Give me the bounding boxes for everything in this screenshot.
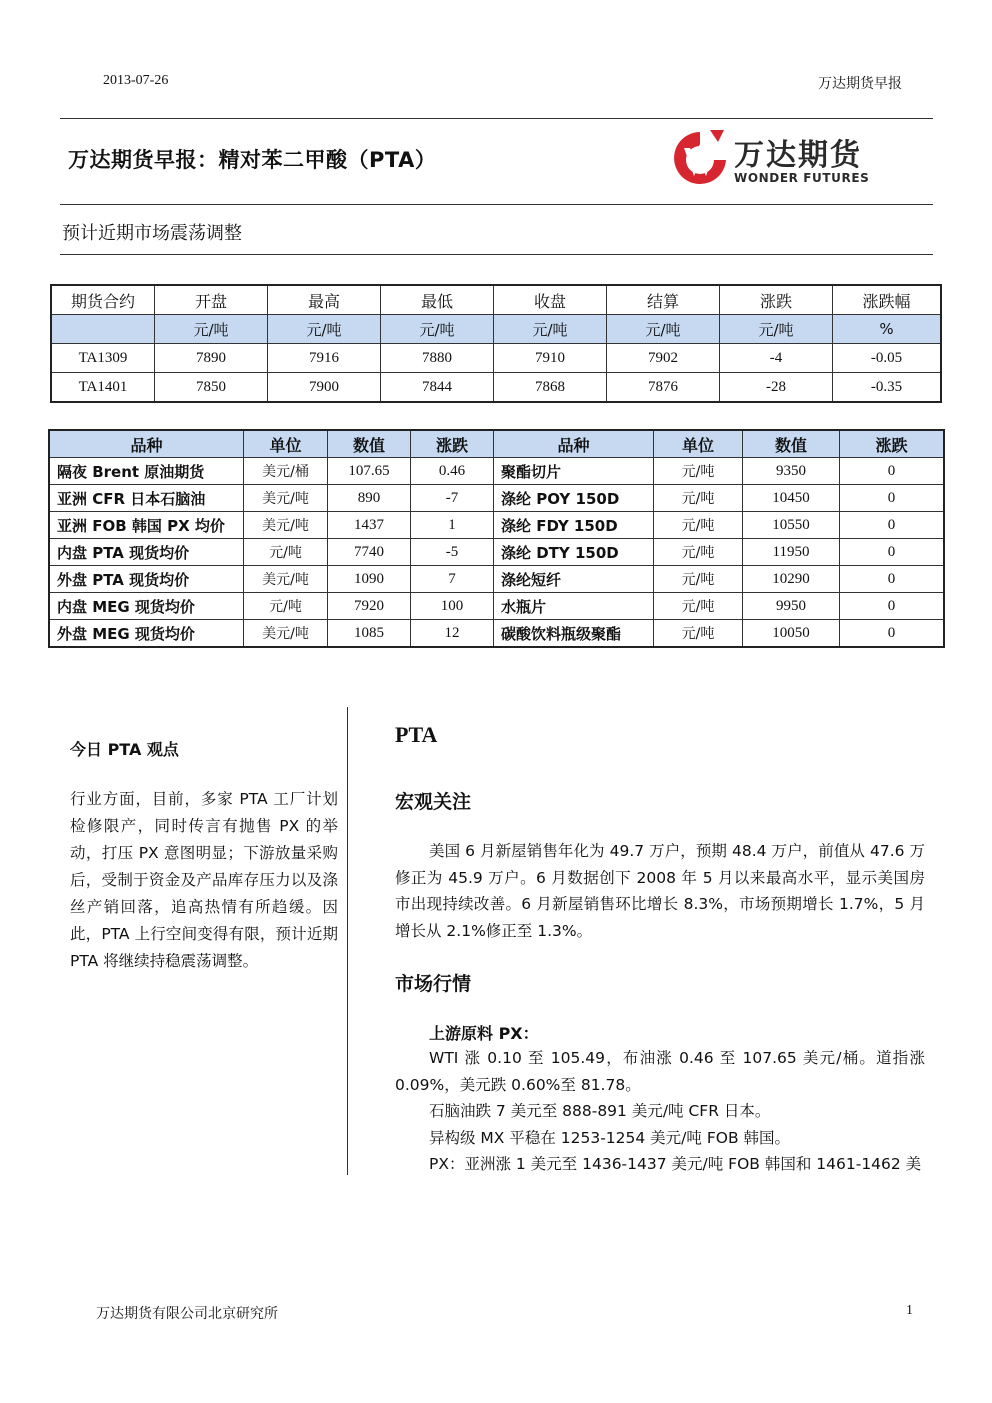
product-name-cell: 水瓶片 xyxy=(494,593,654,620)
unit-cell: 元/吨 xyxy=(654,566,743,593)
value-cell: 1090 xyxy=(328,566,411,593)
product-name-cell: 涤纶 POY 150D xyxy=(494,485,654,512)
header-cell: 收盘 xyxy=(494,285,607,315)
value-cell: 7910 xyxy=(494,344,607,373)
unit-cell: 元/吨 xyxy=(720,315,833,344)
unit-cell: 元/吨 xyxy=(654,620,743,648)
value-cell: 7850 xyxy=(155,373,268,403)
value-cell: 7902 xyxy=(607,344,720,373)
value-cell: 7876 xyxy=(607,373,720,403)
table-row xyxy=(49,485,944,512)
table-header-row xyxy=(51,285,941,315)
table-row xyxy=(49,458,944,485)
change-cell: 1 xyxy=(411,512,494,539)
page-title: 万达期货早报：精对苯二甲酸（PTA） xyxy=(68,148,437,172)
unit-cell: 元/吨 xyxy=(654,485,743,512)
unit-cell: 美元/吨 xyxy=(244,512,328,539)
upstream-heading: 上游原料 PX： xyxy=(429,1024,539,1043)
value-cell: 107.65 xyxy=(328,458,411,485)
logo-text-en: WONDER FUTURES xyxy=(734,171,870,185)
value-cell: 1437 xyxy=(328,512,411,539)
header-report-name: 万达期货早报 xyxy=(818,76,902,92)
view-title: 今日 PTA 观点 xyxy=(70,740,179,759)
value-cell: 1085 xyxy=(328,620,411,648)
contract-cell: TA1309 xyxy=(51,344,155,373)
logo-text-cn: 万达期货 xyxy=(734,138,862,173)
table-header-row xyxy=(49,430,944,458)
main-heading: PTA xyxy=(395,722,438,747)
unit-cell: 美元/桶 xyxy=(244,458,328,485)
header-cell: 涨跌 xyxy=(840,430,945,458)
subtitle-divider xyxy=(60,254,933,255)
product-name-cell: 内盘 PTA 现货均价 xyxy=(49,539,244,566)
unit-cell: 元/吨 xyxy=(494,315,607,344)
product-name-cell: 涤纶短纤 xyxy=(494,566,654,593)
value-cell: 10050 xyxy=(743,620,840,648)
futures-quote-table xyxy=(50,284,942,403)
value-cell: 7844 xyxy=(381,373,494,403)
change-cell: 0 xyxy=(840,593,945,620)
header-cell: 单位 xyxy=(654,430,743,458)
report-date: 2013-07-26 xyxy=(103,73,169,88)
change-cell: 0 xyxy=(840,485,945,512)
unit-cell: 元/吨 xyxy=(244,539,328,566)
unit-cell: 元/吨 xyxy=(268,315,381,344)
macro-paragraph xyxy=(395,838,925,944)
wonder-futures-logo-icon xyxy=(670,126,730,190)
unit-cell: 元/吨 xyxy=(607,315,720,344)
market-paragraph: WTI 涨 0.10 至 105.49，布油涨 0.46 至 107.65 美元/桶。道指涨 0.09%，美元跌 0.60%至 81.78。 xyxy=(395,1049,925,1094)
footer-company: 万达期货有限公司北京研究所 xyxy=(96,1306,278,1322)
market-paragraphs xyxy=(395,1045,925,1178)
value-cell: 890 xyxy=(328,485,411,512)
product-name-cell: 外盘 MEG 现货均价 xyxy=(49,620,244,648)
header-cell: 数值 xyxy=(328,430,411,458)
header-cell: 品种 xyxy=(49,430,244,458)
product-name-cell: 涤纶 DTY 150D xyxy=(494,539,654,566)
value-cell: 7890 xyxy=(155,344,268,373)
value-cell: 7740 xyxy=(328,539,411,566)
change-cell: 12 xyxy=(411,620,494,648)
value-cell: -0.35 xyxy=(833,373,942,403)
header-cell: 开盘 xyxy=(155,285,268,315)
spot-price-table xyxy=(48,429,945,648)
change-cell: 7 xyxy=(411,566,494,593)
report-subtitle: 预计近期市场震荡调整 xyxy=(62,223,242,244)
table-row xyxy=(49,512,944,539)
value-cell: 7900 xyxy=(268,373,381,403)
value-cell: -0.05 xyxy=(833,344,942,373)
value-cell: 7868 xyxy=(494,373,607,403)
unit-cell: 元/吨 xyxy=(654,458,743,485)
product-name-cell: 亚洲 FOB 韩国 PX 均价 xyxy=(49,512,244,539)
unit-cell: % xyxy=(833,315,942,344)
product-name-cell: 隔夜 Brent 原油期货 xyxy=(49,458,244,485)
table-row xyxy=(49,566,944,593)
unit-cell: 美元/吨 xyxy=(244,566,328,593)
change-cell: 0 xyxy=(840,620,945,648)
value-cell: -4 xyxy=(720,344,833,373)
value-cell: 7880 xyxy=(381,344,494,373)
unit-cell: 元/吨 xyxy=(244,593,328,620)
value-cell: 7920 xyxy=(328,593,411,620)
header-cell: 数值 xyxy=(743,430,840,458)
title-divider xyxy=(60,204,933,205)
value-cell: 10290 xyxy=(743,566,840,593)
change-cell: 0 xyxy=(840,539,945,566)
table-row xyxy=(51,344,941,373)
value-cell: 11950 xyxy=(743,539,840,566)
value-cell: 10450 xyxy=(743,485,840,512)
change-cell: 0 xyxy=(840,512,945,539)
value-cell: -28 xyxy=(720,373,833,403)
value-cell: 9350 xyxy=(743,458,840,485)
macro-heading: 宏观关注 xyxy=(395,791,472,813)
column-divider xyxy=(347,707,348,1175)
header-cell: 涨跌 xyxy=(720,285,833,315)
unit-cell: 元/吨 xyxy=(155,315,268,344)
change-cell: 0 xyxy=(840,458,945,485)
header-cell: 涨跌幅 xyxy=(833,285,942,315)
product-name-cell: 外盘 PTA 现货均价 xyxy=(49,566,244,593)
product-name-cell: 亚洲 CFR 日本石脑油 xyxy=(49,485,244,512)
unit-cell xyxy=(51,315,155,344)
market-paragraph: 石脑油跌 7 美元至 888-891 美元/吨 CFR 日本。 xyxy=(429,1102,771,1120)
product-name-cell: 内盘 MEG 现货均价 xyxy=(49,593,244,620)
page-number: 1 xyxy=(906,1303,913,1318)
table-row xyxy=(49,539,944,566)
product-name-cell: 涤纶 FDY 150D xyxy=(494,512,654,539)
unit-cell: 元/吨 xyxy=(381,315,494,344)
table-row xyxy=(51,373,941,403)
header-cell: 品种 xyxy=(494,430,654,458)
unit-cell: 元/吨 xyxy=(654,539,743,566)
change-cell: -5 xyxy=(411,539,494,566)
market-paragraph: 异构级 MX 平稳在 1253-1254 美元/吨 FOB 韩国。 xyxy=(429,1128,791,1147)
change-cell: 100 xyxy=(411,593,494,620)
unit-cell: 元/吨 xyxy=(654,593,743,620)
header-cell: 涨跌 xyxy=(411,430,494,458)
market-heading: 市场行情 xyxy=(395,973,472,995)
product-name-cell: 聚酯切片 xyxy=(494,458,654,485)
market-paragraph: PX：亚洲涨 1 美元至 1436-1437 美元/吨 FOB 韩国和 1461-1462 美 xyxy=(429,1155,922,1173)
header-cell: 期货合约 xyxy=(51,285,155,315)
header-cell: 结算 xyxy=(607,285,720,315)
value-cell: 10550 xyxy=(743,512,840,539)
product-name-cell: 碳酸饮料瓶级聚酯 xyxy=(494,620,654,648)
header-cell: 单位 xyxy=(244,430,328,458)
unit-row xyxy=(51,315,941,344)
change-cell: -7 xyxy=(411,485,494,512)
view-text: 行业方面，目前，多家 PTA 工厂计划检修限产，同时传言有抛售 PX 的举动，打压 PX 意图明显；下游放量采购后，受制于资金及产品库存压力以及涤丝产销回落，追高热情有所趋缓。因此，PTA 上行空间变得有限，预计近期 PTA 将继续持稳震荡调整。 xyxy=(70,790,338,970)
table-row xyxy=(49,620,944,648)
table-row xyxy=(49,593,944,620)
macro-text: 美国 6 月新屋销售年化为 49.7 万户，预期 48.4 万户，前值从 47.6 万修正为 45.9 万户。6 月数据创下 2008 年 5 月以来最高水平，显示美国房市出现持续改善。6 月新屋销售环比增长 8.3%，市场预期增长 1.7%，5 月增长从 2.1%修正至 1.3%。 xyxy=(395,842,925,940)
header-cell: 最低 xyxy=(381,285,494,315)
header-cell: 最高 xyxy=(268,285,381,315)
change-cell: 0 xyxy=(840,566,945,593)
header-divider xyxy=(60,118,933,119)
unit-cell: 元/吨 xyxy=(654,512,743,539)
unit-cell: 美元/吨 xyxy=(244,620,328,648)
value-cell: 9950 xyxy=(743,593,840,620)
value-cell: 7916 xyxy=(268,344,381,373)
unit-cell: 美元/吨 xyxy=(244,485,328,512)
change-cell: 0.46 xyxy=(411,458,494,485)
contract-cell: TA1401 xyxy=(51,373,155,403)
company-logo xyxy=(670,126,880,190)
